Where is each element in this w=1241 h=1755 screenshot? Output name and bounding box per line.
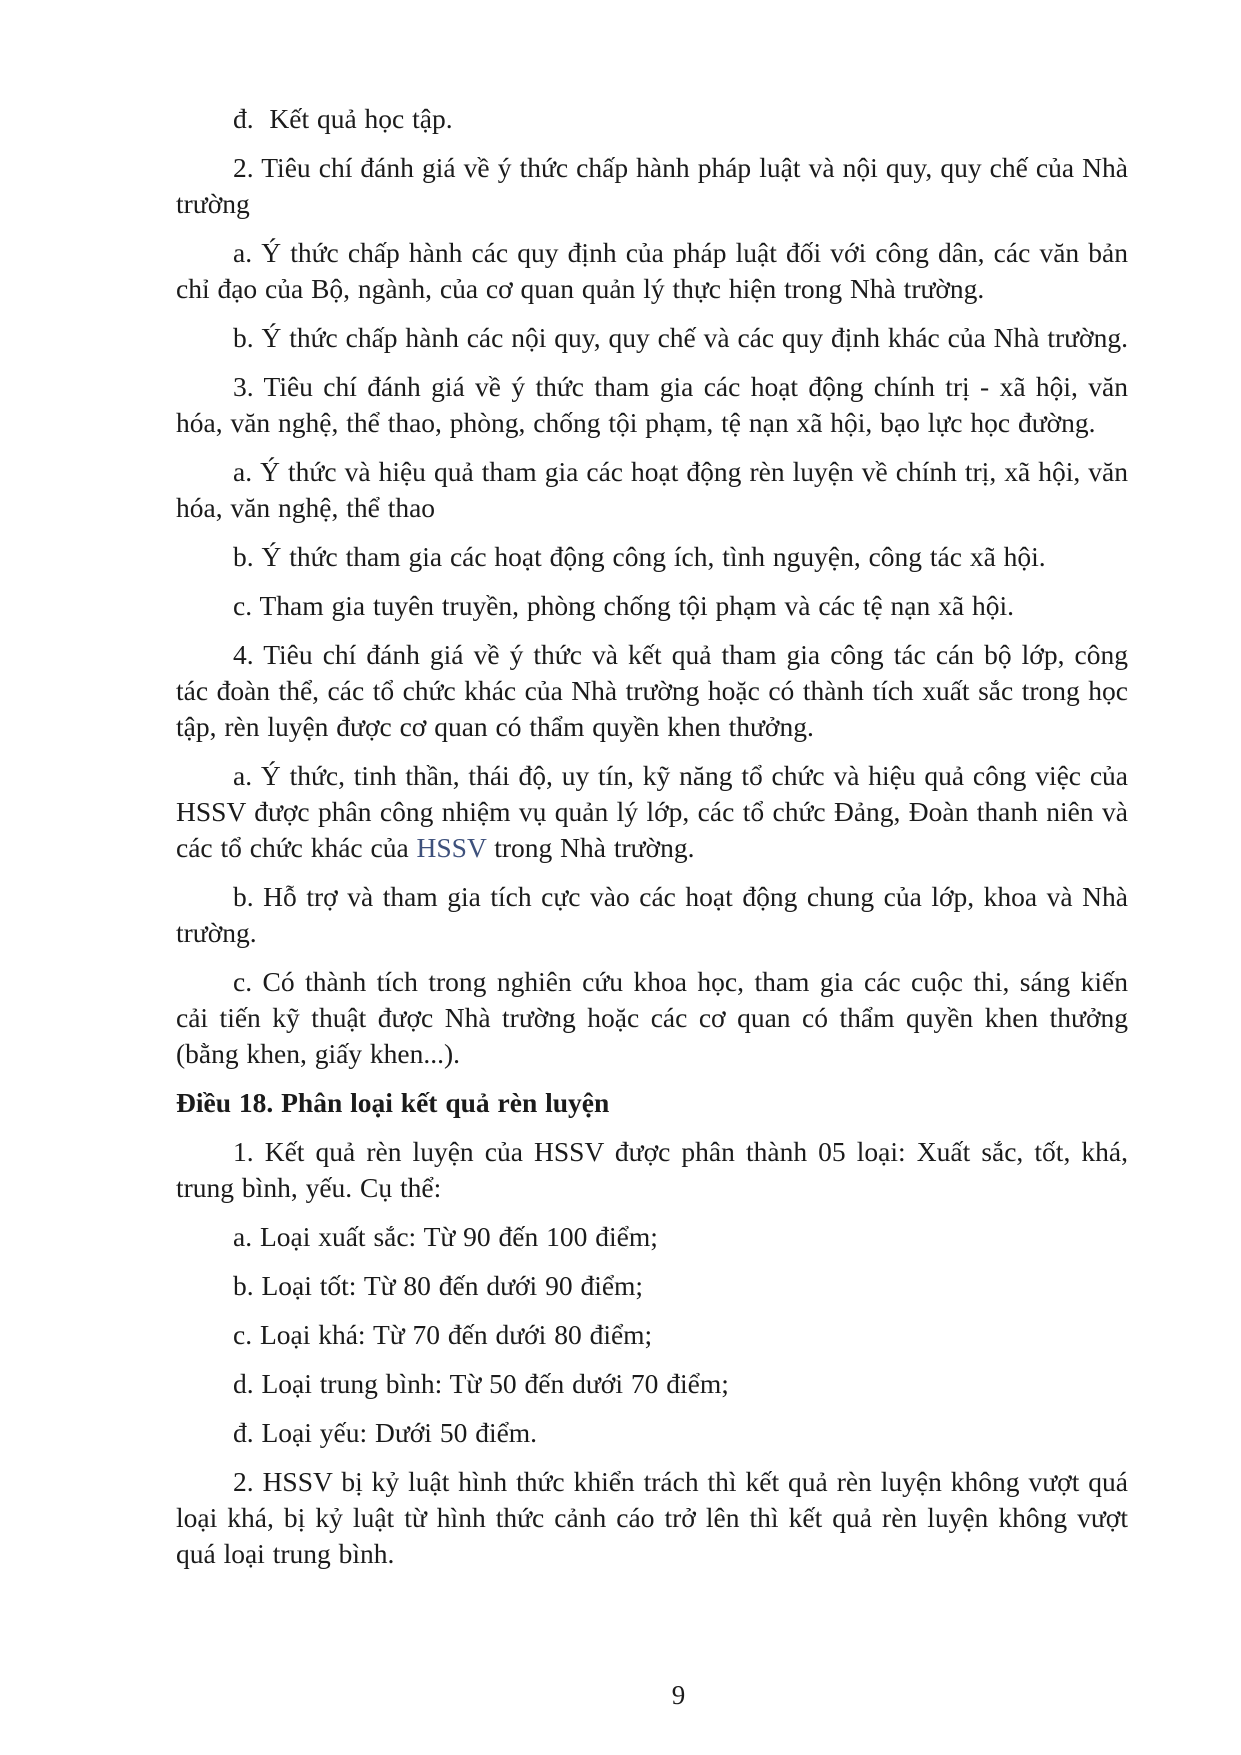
document-body [176,101,1128,1585]
paragraph-grade-xuat-sac: a. Loại xuất sắc: Từ 90 đến 100 điểm; [233,1221,658,1252]
paragraph-criterion-4b: b. Hỗ trợ và tham gia tích cực vào các hoạt động chung của lớp, khoa và Nhà trường. [176,881,1128,948]
paragraph-text: trong Nhà trường. [486,832,695,863]
paragraph-d-ket-qua-hoc-tap: đ. Kết quả học tập. [233,103,453,134]
paragraph-criterion-3: 3. Tiêu chí đánh giá về ý thức tham gia các hoạt động chính trị - xã hội, văn hóa, văn nghệ, thể thao, phòng, chống tội phạm, tệ nạn xã hội, bạo lực học đường. [176,371,1128,438]
paragraph-criterion-2b: b. Ý thức chấp hành các nội quy, quy chế và các quy định khác của Nhà trường. [233,322,1128,353]
paragraph-criterion-4: 4. Tiêu chí đánh giá về ý thức và kết quả tham gia công tác cán bộ lớp, công tác đoàn thể, các tổ chức khác của Nhà trường hoặc có thành tích xuất sắc trong học tập, rèn luyện được cơ quan có thẩm quyền khen thưởng. [176,639,1128,742]
paragraph-criterion-2: 2. Tiêu chí đánh giá về ý thức chấp hành pháp luật và nội quy, quy chế của Nhà trường [176,152,1128,219]
paragraph-grade-kha: c. Loại khá: Từ 70 đến dưới 80 điểm; [233,1319,653,1350]
paragraph-criterion-3c: c. Tham gia tuyên truyền, phòng chống tội phạm và các tệ nạn xã hội. [233,590,1014,621]
paragraph-criterion-4c: c. Có thành tích trong nghiên cứu khoa học, tham gia các cuộc thi, sáng kiến cải tiến kỹ thuật được Nhà trường hoặc các cơ quan có thẩm quyền khen thưởng (bằng khen, giấy khen...). [176,966,1128,1069]
paragraph-criterion-2a: a. Ý thức chấp hành các quy định của pháp luật đối với công dân, các văn bản chỉ đạo của Bộ, ngành, của cơ quan quản lý thực hiện trong Nhà trường. [176,237,1128,304]
paragraph-criterion-3a: a. Ý thức và hiệu quả tham gia các hoạt động rèn luyện về chính trị, xã hội, văn hóa, văn nghệ, thể thao [176,456,1128,523]
paragraph-classification-2: 2. HSSV bị kỷ luật hình thức khiển trách thì kết quả rèn luyện không vượt quá loại khá, bị kỷ luật từ hình thức cảnh cáo trở lên thì kết quả rèn luyện không vượt quá loại trung bình. [176,1466,1128,1569]
paragraph-criterion-4a [176,758,1128,866]
paragraph-grade-tot: b. Loại tốt: Từ 80 đến dưới 90 điểm; [233,1270,644,1301]
paragraph-classification-1: 1. Kết quả rèn luyện của HSSV được phân thành 05 loại: Xuất sắc, tốt, khá, trung bình, yếu. Cụ thể: [176,1136,1128,1203]
paragraph-grade-yeu: đ. Loại yếu: Dưới 50 điểm. [233,1417,538,1448]
page-number: 9 [671,1680,686,1710]
hssv-highlighted-text: HSSV [416,832,487,863]
section-heading-dieu-18: Điều 18. Phân loại kết quả rèn luyện [176,1087,610,1118]
paragraph-criterion-3b: b. Ý thức tham gia các hoạt động công ích, tình nguyện, công tác xã hội. [233,541,1046,572]
paragraph-text: a. Ý thức, tinh thần, thái độ, uy tín, kỹ năng tổ chức và hiệu quả công việc của HSSV được phân công nhiệm vụ quản lý lớp, các tổ chức Đảng, Đoàn thanh niên và các tổ chức khác của [176,760,1128,863]
paragraph-grade-trung-binh: d. Loại trung bình: Từ 50 đến dưới 70 điểm; [233,1368,729,1399]
